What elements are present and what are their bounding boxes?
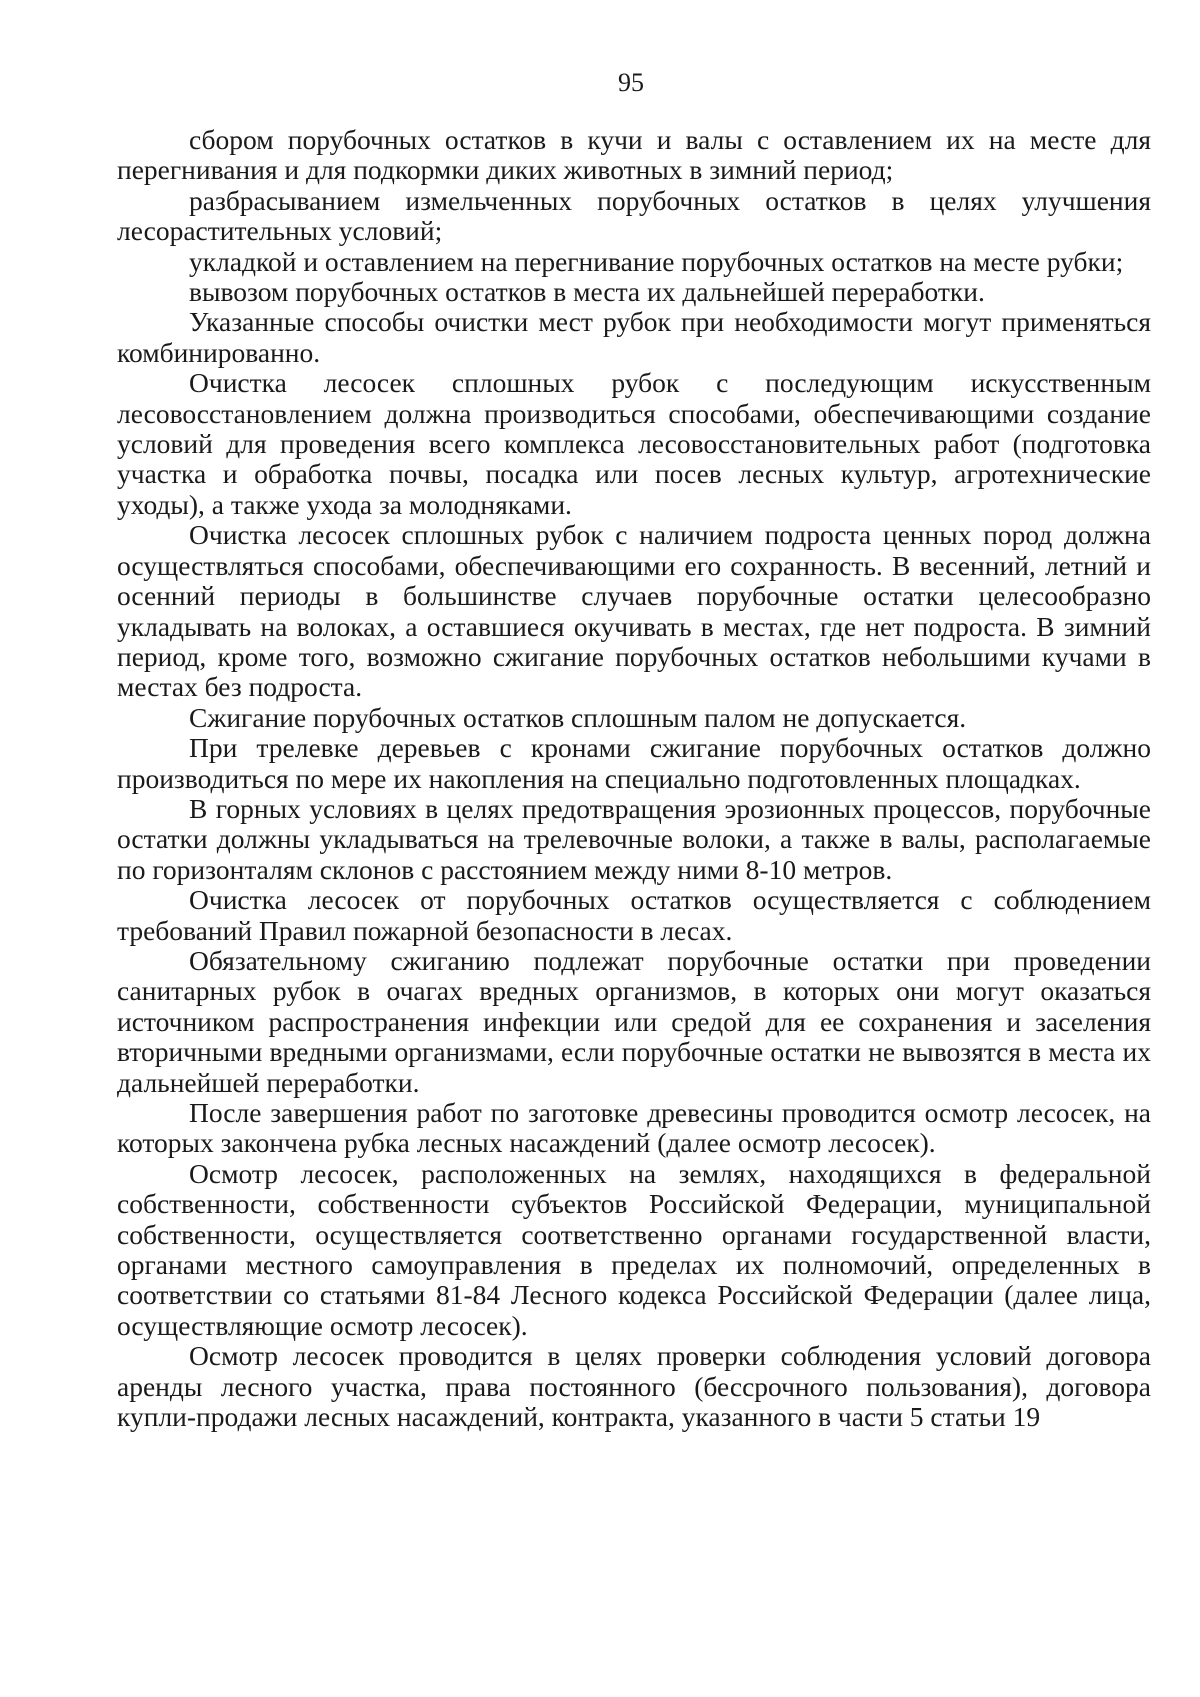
paragraph-15: Осмотр лесосек проводится в целях проверки соблюдения условий договора аренды лесного участка, права постоянного (бессрочного пользования), договора купли-продажи лесных насаждений, контракта, указанного в части 5 статьи 19 — [117, 1340, 1151, 1433]
paragraph-2: разбрасыванием измельченных порубочных остатков в целях улучшения лесорастительных условий; — [117, 184, 1151, 247]
paragraph-11: Очистка лесосек от порубочных остатков осуществляется с соблюдением требований Правил пожарной безопасности в лесах. — [117, 884, 1151, 946]
paragraph-14: Осмотр лесосек, расположенных на землях, находящихся в федеральной собственности, собственности субъектов Российской Федерации, муниципальной собственности, осуществляется соответственно органами государственной власти, органами местного самоуправления в пределах их полномочий, определенных в соответствии со статьями 81-84 Лесного кодекса Российской Федерации (далее лица, осуществляющие осмотр лесосек). — [117, 1157, 1151, 1341]
paragraph-12: Обязательному сжиганию подлежат порубочные остатки при проведении санитарных рубок в очагах вредных организмов, в которых они могут оказаться источником распространения инфекции или средой для ее сохранения и заселения вторичными вредными организмами, если порубочные остатки не вывозятся в места их дальнейшей переработки. — [117, 944, 1151, 1098]
paragraph-1: сбором порубочных остатков в кучи и валы с оставлением их на месте для перегнивания и для подкормки диких животных в зимний период; — [117, 124, 1151, 186]
page-number: 95 — [618, 68, 644, 97]
document-body — [117, 125, 1151, 1432]
paragraph-9: При трелевке деревьев с кронами сжигание порубочных остатков должно производиться по мере их накопления на специально подготовленных площадках. — [117, 732, 1151, 794]
paragraph-10: В горных условиях в целях предотвращения эрозионных процессов, порубочные остатки должны укладываться на трелевочные волоки, а также в валы, располагаемые по горизонталям склонов с расстоянием между ними 8-10 метров. — [117, 792, 1151, 885]
paragraph-13: После завершения работ по заготовке древесины проводится осмотр лесосек, на которых закончена рубка лесных насаждений (далее осмотр лесосек). — [117, 1097, 1151, 1159]
paragraph-5: Указанные способы очистки мест рубок при необходимости могут применяться комбинированно. — [117, 306, 1151, 368]
paragraph-7: Очистка лесосек сплошных рубок с наличием подроста ценных пород должна осуществляться способами, обеспечивающими его сохранность. В весенний, летний и осенний периоды в большинстве случаев порубочные остатки целесообразно укладывать на волоках, а оставшиеся окучивать в местах, где нет подроста. В зимний период, кроме того, возможно сжигание порубочных остатков небольшими кучами в местах без подроста. — [117, 519, 1151, 703]
paragraph-6: Очистка лесосек сплошных рубок с последующим искусственным лесовосстановлением должна производиться способами, обеспечивающими создание условий для проведения всего комплекса лесовосстановительных работ (подготовка участка и обработка почвы, посадка или посев лесных культур, агротехнические уходы), а также ухода за молодняками. — [117, 367, 1151, 520]
paragraph-4: вывозом порубочных остатков в места их дальнейшей переработки. — [189, 276, 985, 308]
paragraph-3: укладкой и оставлением на перегнивание порубочных остатков на месте рубки; — [189, 245, 1124, 277]
paragraph-8: Сжигание порубочных остатков сплошным палом не допускается. — [189, 701, 967, 733]
